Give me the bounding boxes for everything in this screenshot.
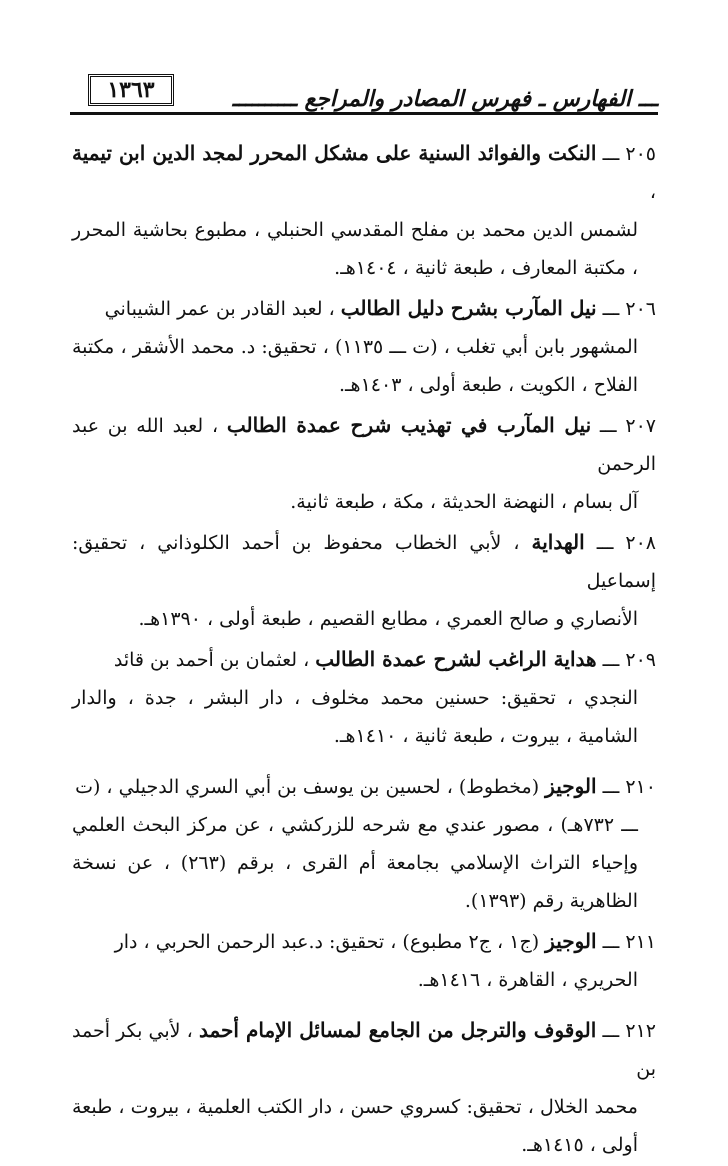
spacer [72,757,656,767]
entry-text: ، [649,181,656,203]
entry-number: ٢١٠ ـــ [602,776,656,798]
entry-text: ، لعبد القادر بن عمر الشيباني [104,298,341,320]
entry-continuation: ـــ ٧٣٢هـ) ، مصور عندي مع شرحه للزركشي ، عن مركز البحث العلمي وإحياء التراث الإسلامي بجامعة أم القرى ، برقم (٢٦٣) ، عن نسخة الظاهرية رقم (١٣٩٣). [72,814,638,912]
entry-continuation: الأنصاري و صالح العمري ، مطابع القصيم ، طبعة أولى ، ١٣٩٠هـ. [138,608,638,630]
entry-text: ، لعثمان بن أحمد بن قائد [113,649,316,671]
entry-text: ، لأبي بكر أحمد بن [72,1020,656,1080]
entry-number: ٢٠٧ ـــ [599,415,656,437]
reference-entry-207 [72,406,656,521]
entry-title: الوقوف والترجل من الجامع لمسائل الإمام أحمد [198,1018,597,1042]
reference-entry-209 [72,640,656,755]
entry-title: نيل المآرب في تهذيب شرح عمدة الطالب [226,413,592,437]
entry-number: ٢١١ ـــ [602,931,656,953]
references-list [72,134,656,1166]
entry-text: ، لأبي الخطاب محفوظ بن أحمد الكلوذاني ، تحقيق: إسماعيل [72,532,656,592]
entry-number: ٢٠٨ ـــ [596,532,656,554]
reference-entry-205 [72,134,656,287]
spacer [72,1001,656,1011]
entry-number: ٢٠٩ ـــ [602,649,656,671]
entry-number: ٢٠٦ ـــ [602,298,656,320]
entry-title: الهداية [531,530,585,554]
entry-continuation: المشهور بابن أبي تغلب ، (ت ـــ ١١٣٥) ، تحقيق: د. محمد الأشقر ، مكتبة الفلاح ، الكويت ، طبعة أولى ، ١٤٠٣هـ. [72,336,639,396]
entry-continuation: محمد الخلال ، تحقيق: كسروي حسن ، دار الكتب العلمية ، بيروت ، طبعة أولى ، ١٤١٥هـ. [72,1096,638,1156]
entry-number: ٢١٢ ـــ [602,1020,656,1042]
running-header-title: ـــ الفهارس ـ فهرس المصادر والمراجع ــــــــــ [232,86,658,112]
entry-title: النكت والفوائد السنية على مشكل المحرر لمجد الدين ابن تيمية [72,141,597,165]
entry-title: هداية الراغب لشرح عمدة الطالب [315,647,597,671]
entry-continuation: النجدي ، تحقيق: حسنين محمد مخلوف ، دار البشر ، جدة ، والدار الشامية ، بيروت ، طبعة ثانية ، ١٤١٠هـ. [72,687,638,747]
reference-entry-210 [72,767,656,920]
entry-continuation: آل بسام ، النهضة الحديثة ، مكة ، طبعة ثانية. [290,491,638,513]
entry-continuation: لشمس الدين محمد بن مفلح المقدسي الحنبلي ، مطبوع بحاشية المحرر ، مكتبة المعارف ، طبعة ثانية ، ١٤٠٤هـ. [72,219,638,279]
entry-title: الوجيز [545,929,597,953]
reference-entry-212 [72,1011,656,1164]
reference-entry-211 [72,922,656,999]
entry-continuation: الحريري ، القاهرة ، ١٤١٦هـ. [417,969,638,991]
entry-title: نيل المآرب بشرح دليل الطالب [340,296,597,320]
header-rule [70,112,658,115]
reference-entry-206 [72,289,656,404]
entry-number: ٢٠٥ ـــ [602,143,657,165]
entry-text: (ج١ ، ج٢ مطبوع) ، تحقيق: د.عبد الرحمن الحربي ، دار [114,931,546,953]
reference-entry-208 [72,523,656,638]
entry-title: الوجيز [545,774,597,798]
page-number: ١٣٦٣ [107,77,155,103]
entry-text: (مخطوط) ، لحسين بن يوسف بن أبي السري الدجيلي ، (ت [75,776,546,798]
page-number-box [88,74,174,106]
entry-text: ، لعبد الله بن عبد الرحمن [72,415,656,475]
